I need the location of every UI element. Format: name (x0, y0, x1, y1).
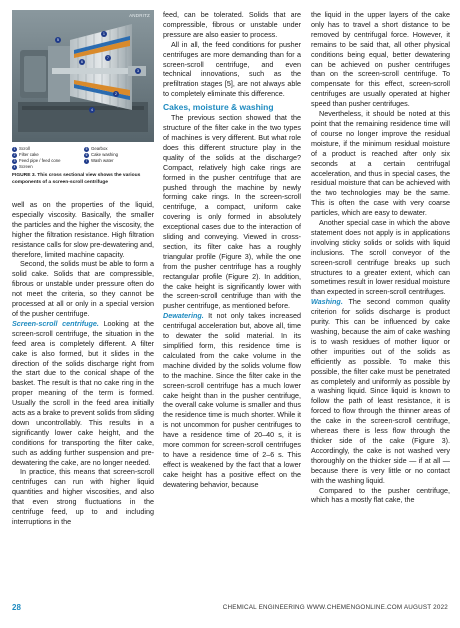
photo-credit: ANDRITZ (129, 13, 150, 18)
paragraph: The previous section showed that the structure of the filter cake in the two types of machines is very different. But what role does this different structure play in the quality of the solids at the discharge? Compact, relatively high cake rings are formed in the pusher centrifuge that are pushed through the machine by newly forming cake rings. In the screen-scroll centrifuge, a compact, uniform cake covering is only formed in absolutely exceptional cases due to the interaction of sliding and conveying. Viewed in cross-section, its filter cake has a roughly triangular profile (Figure 3), while the one from the pusher centrifuge has a roughly rectangular profile (Figure 2). In addition, the cake height is significantly lower with the screen-scroll centrifuge than with the pusher centrifuge, as mentioned before. (163, 113, 301, 311)
section-heading: Cakes, moisture & washing (163, 102, 274, 113)
callout-2: 2 (115, 92, 117, 97)
caption-text: This cross sectional view shows the various components of a screen-scroll centrifuge (12, 173, 141, 185)
centrifuge-cross-section-image (12, 10, 154, 142)
runin-heading-washing: Washing. (311, 297, 343, 307)
paragraph: the liquid in the upper layers of the cake only has to travel a short distance to be removed by centrifugal force. However, it remains to be said that, all other physical conditions being equal, better dewatering can be achieved on pusher centrifuges than on the screen-scroll centrifuge. To compensate for this effect, screen-scroll centrifuges are usually operated at higher speed than pusher centrifuges. (311, 10, 450, 109)
legend-item: 4 Screen (13, 164, 33, 169)
centrifuge-illustration (12, 10, 154, 142)
paragraph: feed, can be tolerated. Solids that are compressible, fibrous or unstable under pressure are also easier to process. (163, 10, 301, 39)
callout-4: 4 (91, 108, 93, 113)
text-column-3 (311, 10, 450, 505)
legend-item: 7 Wash water (85, 158, 114, 163)
paragraph: Nevertheless, it should be noted at this point that the remaining residence time will of course no longer improve the residual moisture, if the minimum residual moisture of a product is reached after only six seconds at a certain centrifugal acceleration, and thus in special cases, the residual moisture that can be achieved with the two technologies may be the same. This is often the case with very coarse particles, which are easy to dewater. (311, 109, 450, 218)
callout-7: 7 (107, 56, 109, 61)
legend-item: 1 Scroll (13, 146, 30, 151)
legend-item: 2 Filter cake (13, 152, 39, 157)
caption-label: FIGURE 3. (12, 173, 36, 178)
paragraph: well as on the properties of the liquid, especially viscosity. Basically, the smaller the particles and the higher the viscosity, the higher the filtration resistance. High filtration resistance calls for slow pre-dewatering and, therefore, limited machine capacity. (12, 200, 154, 259)
text-column-2 (163, 10, 301, 490)
footer-text: CHEMICAL ENGINEERING WWW.CHEMENGONLINE.COM AUGUST 2022 (222, 604, 448, 611)
paragraph: Compared to the pusher centrifuge, which has a mostly flat cake, the (311, 485, 450, 505)
legend-item: 6 Cake washing (85, 152, 118, 157)
paragraph: Washing. The second common quality criterion for solids discharge is product purity. This can be influenced by cake washing, because the aim of cake washing is to wash residues of mother liquor or other impurities out of the solids as efficiently as possible. To make this possible, the filter cake must be penetrated as completely and uniformly as possible by a washing liquid. Since liquid is known to follow the path of least resistance, it is forced to flow through the thinner areas of the cake in the screen-scroll centrifuge, whereas there is less flow through the thicker side of the cake (Figure 3). Accordingly, the cake is not washed very thoroughly on the thicker side — if at all — because there is very little or no contact with the washing liquid. (311, 297, 450, 485)
page-footer (0, 603, 460, 623)
paragraph: Another special case in which the above statement does not apply is in applications involving sticky solids or solids with liquid inclusions. The scroll conveyor of the screen-scroll centrifuge breaks up such structures to a greater extent, which can sometimes result in lower residual moisture than expected in screen-scroll centrifuges. (311, 218, 450, 297)
figure-3 (12, 10, 154, 190)
callout-6: 6 (81, 60, 83, 65)
runin-heading-dewatering: Dewatering. (163, 311, 204, 321)
paragraph: Dewatering. It not only takes increased centrifugal acceleration but, above all, time to dewater the solid material. In its simplified form, this residence time is calculated from the cake volume in the machine divided by the solids volume flow to the machine. Since the filter cake in the screen-scroll centrifuge has a much lower cake height than in the pusher centrifuge, the overall cake volume is smaller and thus the residence time is much shorter. While it is not uncommon for pusher centrifuges to have a residence time of 20–40 s, it is more common for screen-scroll centrifuges to have a residence time of 2–6 s. This effect is weakened by the fact that a lower cake height has a positive effect on the dewatering behavior, because (163, 311, 301, 489)
paragraph: Second, the solids must be able to form a solid cake. Solids that are compressible, fibrous or unstable under pressure often do not meet the criteria, so they cannot be processed at all or only in a special version of the pusher centrifuge. (12, 259, 154, 318)
text-column-1 (12, 200, 154, 527)
paragraph: Screen-scroll centrifuge. Looking at the screen-scroll centrifuge, the situation in the feed area is completely different. A filter cake is also formed, but it slides in the direction of the solids discharge right from the start due to the conical shape of the basket. The result is that no cake ring in the proper meaning of the term is formed. Usually the scroll in the feed area initially acts as a brake to prevent solids from sliding down uncontrollably. This results in a significantly lower cake height, and the conditions for transporting the filter cake, such as adding further suspension and pre-dewatering the cake, are no longer needed. (12, 318, 154, 467)
page-number: 28 (12, 603, 21, 612)
legend-item: 3 Feed pipe / feed cone (13, 158, 61, 163)
paragraph: All in all, the feed conditions for pusher centrifuges are more demanding than for a screen-scroll centrifuge, and even technical innovations, such as the prefiltration stages [5], are not always able to completely eliminate this difference. (163, 39, 301, 99)
callout-5: 5 (57, 38, 59, 43)
callout-3: 3 (137, 69, 139, 74)
legend-item: 5 Gearbox (85, 146, 108, 151)
runin-heading-screen-scroll: Screen-scroll centrifuge. (12, 318, 99, 328)
callout-1: 1 (103, 32, 105, 37)
figure-caption (12, 173, 154, 186)
paragraph: In practice, this means that screen-scroll centrifuges can run with higher liquid quantities and higher viscosities, and also that even strong fluctuations in the centrifuge feed, up to and including interruptions in the (12, 467, 154, 526)
